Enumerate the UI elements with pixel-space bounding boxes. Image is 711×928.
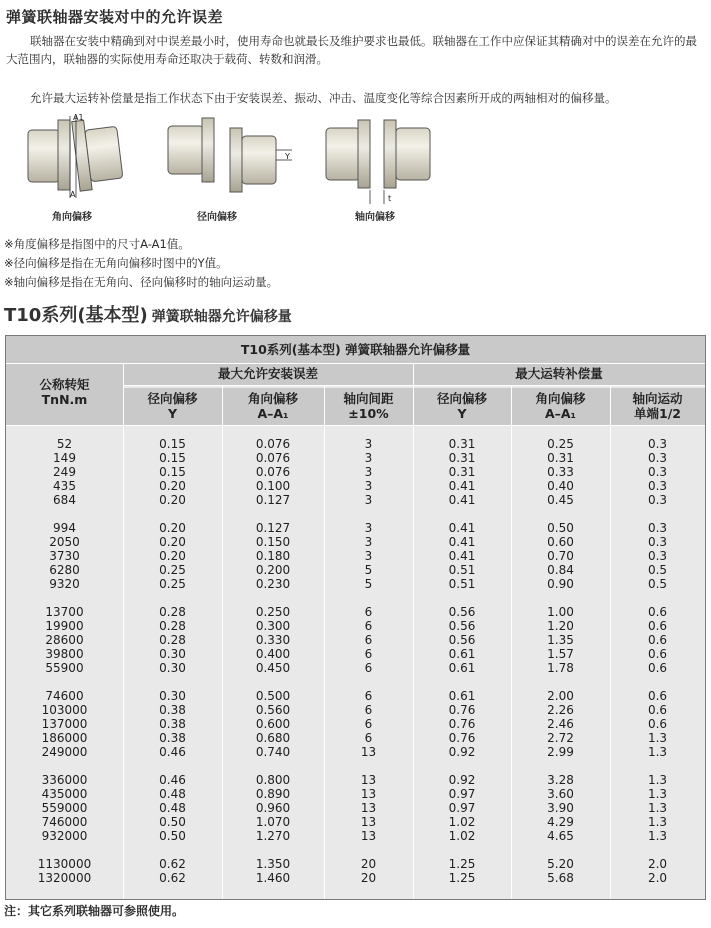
table-cell: 0.150	[255, 535, 291, 549]
torque-cell: 249	[53, 465, 76, 479]
table-cell: 3	[364, 493, 373, 507]
torque-cell: 6280	[49, 563, 80, 577]
table-cell: 0.400	[255, 647, 291, 661]
table-cell: 0.20	[159, 535, 186, 549]
table-cell: 1.3	[647, 773, 668, 787]
table-cell: 20	[360, 871, 377, 885]
table-cell: 0.56	[448, 619, 476, 633]
table-cell: 1.3	[647, 731, 668, 745]
table-cell: 0.38	[159, 703, 186, 717]
intro-paragraph-2: 允许最大运转补偿量是指工作状态下由于安装误差、振动、冲击、温度变化等综合因素所开成的两轴相对的偏移量。	[30, 91, 617, 105]
table-cell: 0.250	[255, 605, 291, 619]
table-cell: 0.62	[159, 857, 186, 871]
torque-cell: 249000	[41, 745, 88, 759]
table-cell: 0.50	[159, 829, 186, 843]
torque-cell: 1320000	[37, 871, 92, 885]
table-cell: 0.20	[159, 493, 186, 507]
table-cell: 2.26	[547, 703, 574, 717]
table-cell: 1.78	[547, 661, 574, 675]
table-cell: 0.48	[159, 801, 186, 815]
table-cell: 0.3	[647, 479, 668, 493]
table-cell: 1.20	[547, 619, 574, 633]
table-cell: 0.20	[159, 521, 186, 535]
table-cell: 0.31	[448, 437, 476, 451]
column-header-label: 角向偏移	[247, 391, 298, 406]
table-cell: 5.20	[547, 857, 574, 871]
table-cell: 1.02	[448, 815, 476, 829]
table-cell: 0.30	[159, 661, 186, 675]
table-cell: 0.230	[255, 577, 291, 591]
table-cell: 0.15	[159, 437, 186, 451]
column-header-label: 径向偏移	[147, 391, 198, 406]
table-cell: 0.600	[255, 717, 291, 731]
torque-cell: 13700	[45, 605, 84, 619]
table-cell: 3	[364, 479, 373, 493]
table-cell: 0.45	[547, 493, 574, 507]
table-divider	[6, 363, 705, 364]
note-radial: ※径向偏移是指在无角向偏移时图中的Y值。	[4, 256, 228, 270]
table-cell: 0.100	[255, 479, 291, 493]
column-header	[413, 388, 511, 425]
table-cell: 0.25	[159, 563, 186, 577]
table-cell: 0.48	[159, 787, 186, 801]
column-header-unit: 单端1/2	[634, 406, 681, 421]
table-cell: 0.500	[255, 689, 291, 703]
column-header	[511, 388, 610, 425]
series-heading-sub: 弹簧联轴器允许偏移量	[151, 309, 292, 325]
table-cell: 0.46	[159, 745, 186, 759]
table-cell: 6	[364, 633, 373, 647]
table-cell: 1.00	[547, 605, 574, 619]
table-cell: 0.3	[647, 493, 668, 507]
table-cell: 0.56	[448, 633, 476, 647]
table-cell: 0.62	[159, 871, 186, 885]
torque-cell: 39800	[45, 647, 84, 661]
series-heading-main: T10系列(基本型)	[4, 305, 148, 326]
table-cell: 0.180	[255, 549, 291, 563]
table-cell: 0.97	[448, 801, 476, 815]
column-header-unit: ±10%	[348, 406, 389, 421]
table-cell: 4.65	[547, 829, 574, 843]
table-cell: 0.51	[448, 577, 476, 591]
column-header-label: 角向偏移	[535, 391, 586, 406]
table-cell: 0.6	[647, 689, 668, 703]
group-header-install: 最大允许安装误差	[123, 363, 413, 385]
table-cell: 0.127	[255, 493, 291, 507]
table-cell: 3.90	[547, 801, 574, 815]
torque-cell: 994	[53, 521, 76, 535]
table-divider	[123, 363, 124, 899]
group-header-operation: 最大运转补偿量	[413, 363, 705, 385]
torque-cell: 435000	[41, 787, 88, 801]
table-caption: T10系列(基本型) 弹簧联轴器允许偏移量	[6, 336, 705, 363]
table-cell: 1.3	[647, 787, 668, 801]
table-cell: 0.60	[547, 535, 574, 549]
table-cell: 2.99	[547, 745, 574, 759]
torque-cell: 1130000	[37, 857, 92, 871]
torque-cell: 74600	[45, 689, 84, 703]
table-cell: 3.28	[547, 773, 574, 787]
table-cell: 0.200	[255, 563, 291, 577]
table-cell: 2.0	[647, 871, 668, 885]
torque-header-unit: TnN.m	[41, 392, 88, 407]
table-cell: 0.15	[159, 465, 186, 479]
column-header-unit: A–A₁	[257, 406, 289, 421]
table-cell: 0.560	[255, 703, 291, 717]
table-cell: 13	[360, 815, 377, 829]
series-heading	[4, 301, 292, 327]
column-header-unit: Y	[457, 406, 467, 421]
footnote: 注：其它系列联轴器可参照使用。	[4, 904, 185, 918]
table-cell: 0.30	[159, 647, 186, 661]
table-cell: 1.3	[647, 829, 668, 843]
table-cell: 0.25	[547, 437, 574, 451]
table-cell: 6	[364, 619, 373, 633]
table-cell: 0.41	[448, 521, 476, 535]
notes-list	[4, 235, 278, 292]
torque-cell: 137000	[41, 717, 88, 731]
table-cell: 0.15	[159, 451, 186, 465]
table-cell: 0.70	[547, 549, 574, 563]
note-axial: ※轴向偏移是指在无角向、径向偏移时的轴向运动量。	[4, 275, 279, 289]
table-cell: 0.28	[159, 605, 186, 619]
torque-cell: 28600	[45, 633, 84, 647]
table-cell: 1.270	[255, 829, 291, 843]
torque-cell: 52	[56, 437, 73, 451]
radial-offset-diagram	[168, 118, 292, 192]
table-cell: 0.300	[255, 619, 291, 633]
diagram-mark-a: A	[70, 190, 76, 199]
table-cell: 0.92	[448, 773, 476, 787]
table-cell: 6	[364, 731, 373, 745]
table-cell: 0.330	[255, 633, 291, 647]
column-header-unit: A–A₁	[544, 406, 577, 421]
table-cell: 13	[360, 787, 377, 801]
table-divider	[324, 385, 325, 899]
table-cell: 13	[360, 801, 377, 815]
table-cell: 4.29	[547, 815, 574, 829]
table-cell: 6	[364, 647, 373, 661]
table-cell: 1.25	[448, 871, 476, 885]
table-cell: 0.31	[448, 465, 476, 479]
offset-table	[5, 335, 706, 900]
table-cell: 6	[364, 689, 373, 703]
table-cell: 0.41	[448, 479, 476, 493]
table-cell: 2.72	[547, 731, 574, 745]
column-header-label: 轴向运动	[632, 391, 683, 406]
column-header	[123, 388, 222, 425]
table-cell: 20	[360, 857, 377, 871]
torque-header	[6, 363, 123, 425]
table-cell: 0.3	[647, 437, 668, 451]
table-cell: 1.3	[647, 801, 668, 815]
table-cell: 0.31	[448, 451, 476, 465]
table-divider	[610, 385, 611, 899]
table-cell: 0.3	[647, 549, 668, 563]
table-cell: 6	[364, 605, 373, 619]
torque-cell: 684	[53, 493, 76, 507]
table-cell: 3	[364, 549, 373, 563]
table-cell: 3	[364, 465, 373, 479]
torque-header-label: 公称转矩	[39, 377, 90, 392]
table-divider	[511, 385, 512, 899]
table-cell: 0.450	[255, 661, 291, 675]
axial-offset-diagram	[326, 120, 430, 204]
table-cell: 0.740	[255, 745, 291, 759]
diagram-label-axial: 轴向偏移	[355, 212, 395, 223]
table-cell: 0.6	[647, 605, 668, 619]
table-cell: 0.076	[255, 451, 291, 465]
table-cell: 0.97	[448, 787, 476, 801]
table-cell: 0.680	[255, 731, 291, 745]
table-cell: 1.3	[647, 745, 668, 759]
torque-cell: 9320	[49, 577, 80, 591]
table-cell: 0.3	[647, 465, 668, 479]
table-cell: 1.35	[547, 633, 574, 647]
torque-cell: 559000	[41, 801, 88, 815]
table-cell: 0.40	[547, 479, 574, 493]
table-cell: 0.61	[448, 647, 476, 661]
table-cell: 3.60	[547, 787, 574, 801]
table-cell: 1.350	[255, 857, 291, 871]
torque-cell: 336000	[41, 773, 88, 787]
table-cell: 5	[364, 563, 373, 577]
table-cell: 3	[364, 535, 373, 549]
table-cell: 0.3	[647, 535, 668, 549]
table-cell: 13	[360, 773, 377, 787]
table-cell: 0.6	[647, 661, 668, 675]
torque-cell: 19900	[45, 619, 84, 633]
table-cell: 1.070	[255, 815, 291, 829]
torque-cell: 435	[53, 479, 76, 493]
table-cell: 0.41	[448, 549, 476, 563]
table-cell: 6	[364, 703, 373, 717]
table-divider	[6, 425, 705, 426]
table-cell: 0.61	[448, 661, 476, 675]
table-cell: 0.6	[647, 703, 668, 717]
table-cell: 0.84	[547, 563, 574, 577]
diagram-mark-y: Y	[285, 152, 290, 161]
column-header-label: 轴向间距	[343, 391, 394, 406]
table-cell: 0.076	[255, 465, 291, 479]
torque-cell: 186000	[41, 731, 88, 745]
table-cell: 1.25	[448, 857, 476, 871]
column-header-unit: Y	[167, 406, 178, 421]
table-cell: 0.76	[448, 717, 476, 731]
table-cell: 0.33	[547, 465, 574, 479]
table-cell: 5.68	[547, 871, 574, 885]
table-cell: 13	[360, 829, 377, 843]
torque-cell: 103000	[41, 703, 88, 717]
table-cell: 0.30	[159, 689, 186, 703]
table-cell: 0.25	[159, 577, 186, 591]
diagram-mark-a1: A1	[73, 113, 84, 122]
table-cell: 0.41	[448, 493, 476, 507]
table-cell: 0.50	[159, 815, 186, 829]
table-cell: 2.46	[547, 717, 574, 731]
table-cell: 0.6	[647, 633, 668, 647]
table-cell: 0.92	[448, 745, 476, 759]
table-divider	[413, 363, 414, 899]
torque-cell: 746000	[41, 815, 88, 829]
table-cell: 0.5	[647, 563, 668, 577]
table-cell: 0.61	[448, 689, 476, 703]
table-cell: 1.57	[547, 647, 574, 661]
table-cell: 0.5	[647, 577, 668, 591]
angular-offset-diagram	[28, 113, 124, 199]
table-cell: 0.90	[547, 577, 574, 591]
table-cell: 0.76	[448, 703, 476, 717]
table-cell: 2.0	[647, 857, 668, 871]
column-header-label: 径向偏移	[436, 391, 487, 406]
table-cell: 0.960	[255, 801, 291, 815]
table-cell: 6	[364, 717, 373, 731]
table-cell: 1.3	[647, 815, 668, 829]
table-cell: 1.460	[255, 871, 291, 885]
table-cell: 0.3	[647, 451, 668, 465]
table-cell: 3	[364, 451, 373, 465]
diagram-label-radial: 径向偏移	[197, 212, 237, 223]
torque-cell: 149	[53, 451, 76, 465]
column-header	[324, 388, 413, 425]
table-cell: 0.41	[448, 535, 476, 549]
table-cell: 0.76	[448, 731, 476, 745]
table-cell: 6	[364, 661, 373, 675]
table-cell: 0.800	[255, 773, 291, 787]
table-cell: 0.56	[448, 605, 476, 619]
table-cell: 0.28	[159, 633, 186, 647]
column-header	[222, 388, 324, 425]
table-cell: 0.890	[255, 787, 291, 801]
diagram-mark-t: t	[388, 194, 392, 203]
table-cell: 0.31	[547, 451, 574, 465]
table-cell: 0.6	[647, 619, 668, 633]
table-cell: 2.00	[547, 689, 574, 703]
table-cell: 0.28	[159, 619, 186, 633]
table-cell: 0.6	[647, 717, 668, 731]
torque-cell: 932000	[41, 829, 88, 843]
table-cell: 3	[364, 437, 373, 451]
table-cell: 13	[360, 745, 377, 759]
table-cell: 0.3	[647, 521, 668, 535]
column-header	[610, 388, 705, 425]
intro-paragraph-1: 联轴器在安装中精确到对中误差最小时，使用寿命也就最长及维护要求也最低。联轴器在工作中应保证其精确对中的误差在允许的最大范围内，联轴器的实际使用寿命还取决于载荷、转数和润滑。	[6, 34, 697, 66]
section-heading-alignment: 弹簧联轴器安装对中的允许误差	[6, 8, 224, 26]
table-cell: 0.51	[448, 563, 476, 577]
table-cell: 0.6	[647, 647, 668, 661]
table-divider	[123, 385, 705, 386]
torque-cell: 55900	[45, 661, 84, 675]
table-cell: 0.50	[547, 521, 574, 535]
table-cell: 0.20	[159, 479, 186, 493]
table-divider	[222, 385, 223, 899]
table-cell: 0.127	[255, 521, 291, 535]
table-cell: 0.20	[159, 549, 186, 563]
table-cell: 5	[364, 577, 373, 591]
table-cell: 3	[364, 521, 373, 535]
table-cell: 0.076	[255, 437, 291, 451]
table-cell: 0.38	[159, 731, 186, 745]
torque-cell: 3730	[49, 549, 80, 563]
diagram-label-angular: 角向偏移	[52, 212, 92, 223]
note-angular: ※角度偏移是指图中的尺寸A-A1值。	[4, 237, 190, 251]
table-cell: 1.02	[448, 829, 476, 843]
table-cell: 0.46	[159, 773, 186, 787]
table-cell: 0.38	[159, 717, 186, 731]
torque-cell: 2050	[49, 535, 80, 549]
